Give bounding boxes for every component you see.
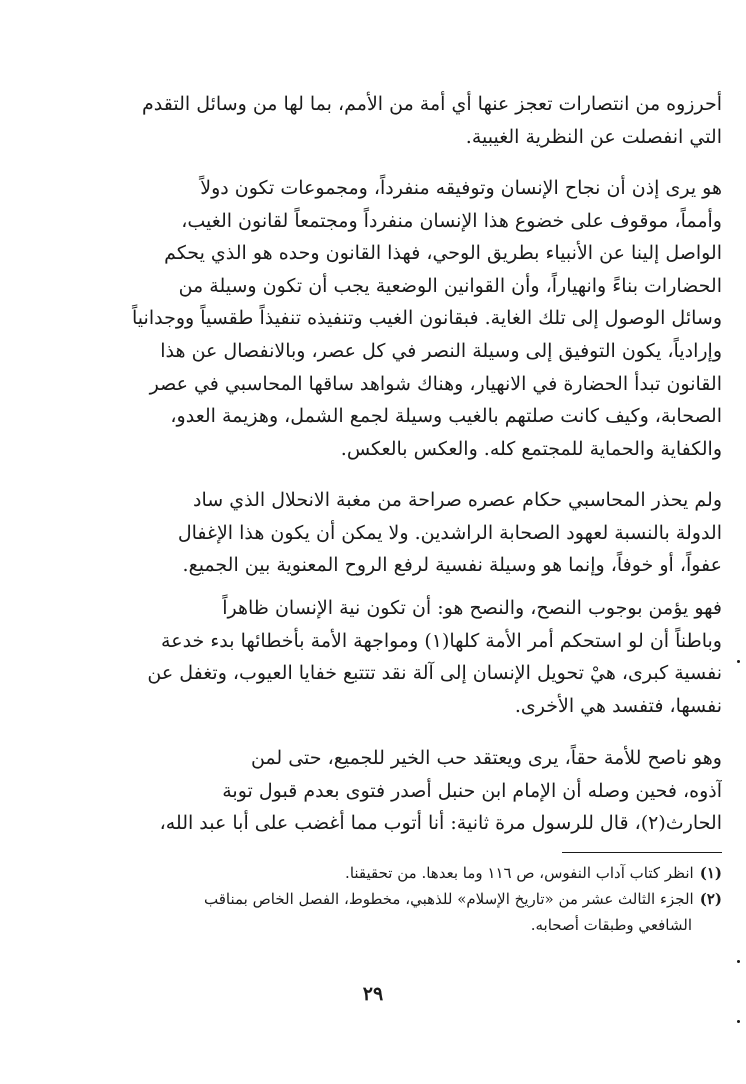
paragraph-3: [100, 484, 722, 582]
paragraph-line: الواصل إلينا عن الأنبياء بطريق الوحي، فهذا القانون وحده هو الذي يحكم: [164, 242, 722, 265]
footnotes: [100, 860, 722, 938]
paragraph-line: وهو ناصح للأمة حقاً، يرى ويعتقد حب الخير للجميع، حتى لمن: [250, 747, 722, 769]
paragraph-line: وسائل الوصول إلى تلك الغاية. فبقانون الغيب وتنفيذه تنفيذاً طقسياً ووجدانياً: [132, 307, 722, 330]
margin-dot: [737, 660, 740, 663]
paragraph-line: وإرادياً، يكون التوفيق إلى وسيلة النصر في كل عصر، وبالانفصال عن هذا: [160, 339, 722, 362]
paragraph-line: والكفاية والحماية للمجتمع كله. والعكس بالعكس.: [340, 437, 722, 460]
paragraph-line: نفسها، فتفسد هي الأخرى.: [514, 694, 722, 717]
paragraph-line: ولم يحذر المحاسبي حكام عصره صراحة من مغبة الانحلال الذي ساد: [193, 489, 722, 511]
paragraph-line: نفسية كبرى، هيْ تحويل الإنسان إلى آلة نقد تتتبع خفايا العيوب، وتغفل عن: [147, 662, 722, 685]
paragraph-1: [100, 88, 722, 153]
paragraph-2: [100, 172, 722, 465]
paragraph-line: هو يرى إذن أن نجاح الإنسان وتوفيقه منفرداً، ومجموعات تكون دولاً: [200, 177, 722, 199]
paragraph-line: أحرزوه من انتصارات تعجز عنها أي أمة من الأمم، بما لها من وسائل التقدم: [142, 93, 722, 115]
footnote-number: (٢): [699, 890, 722, 908]
footnote-continuation: الشافعي وطبقات أصحابه.: [530, 916, 692, 934]
paragraph-4: [100, 592, 722, 722]
paragraph-5: [100, 742, 722, 840]
paragraph-line: فهو يؤمن بوجوب النصح، والنصح هو: أن تكون نية الإنسان ظاهراً: [222, 597, 722, 619]
footnote-divider: [562, 852, 722, 853]
paragraph-line: آذوه، فحين وصله أن الإمام ابن حنبل أصدر فتوى بعدم قبول توبة: [222, 779, 722, 802]
paragraph-line: الصحابة، وكيف كانت صلتهم بالغيب وسيلة لجمع الشمل، وهزيمة العدو،: [170, 405, 722, 428]
footnote-2: [100, 886, 722, 938]
margin-dot: [737, 960, 740, 963]
footnote-text: انظر كتاب آداب النفوس، ص ١١٦ وما بعدها. من تحقيقنا.: [345, 864, 694, 882]
paragraph-line: وباطناً أن لو استحكم أمر الأمة كلها(١) ومواجهة الأمة بأخطائها بدء خدعة: [161, 629, 722, 652]
paragraph-line: عفواً، أو خوفاً، وإنما هو وسيلة نفسية لرفع الروح المعنوية بين الجميع.: [182, 554, 722, 577]
footnote-text: الجزء الثالث عشر من «تاريخ الإسلام» للذهبي، مخطوط، الفصل الخاص بمناقب: [204, 890, 694, 908]
paragraph-line: الدولة بالنسبة لعهود الصحابة الراشدين. ولا يمكن أن يكون هذا الإغفال: [177, 521, 722, 544]
margin-dot: [737, 1020, 740, 1023]
page-number: ٢٩: [362, 983, 384, 1005]
paragraph-line: الحارث(٢)، قال للرسول مرة ثانية: أنا أتوب مما أغضب على أبا عبد الله،: [159, 812, 722, 835]
paragraph-line: التي انفصلت عن النظرية الغيبية.: [465, 125, 722, 148]
paragraph-line: وأمماً، موقوف على خضوع هذا الإنسان منفرداً ومجتمعاً لقانون الغيب،: [181, 209, 722, 232]
footnote-1: [100, 860, 722, 886]
paragraph-line: الحضارات بناءً وانهياراً، وأن القوانين الوضعية يجب أن تكون وسيلة من: [178, 274, 722, 297]
paragraph-line: القانون تبدأ الحضارة في الانهيار، وهناك شواهد ساقها المحاسبي في عصر: [149, 372, 722, 395]
footnote-number: (١): [699, 864, 722, 882]
